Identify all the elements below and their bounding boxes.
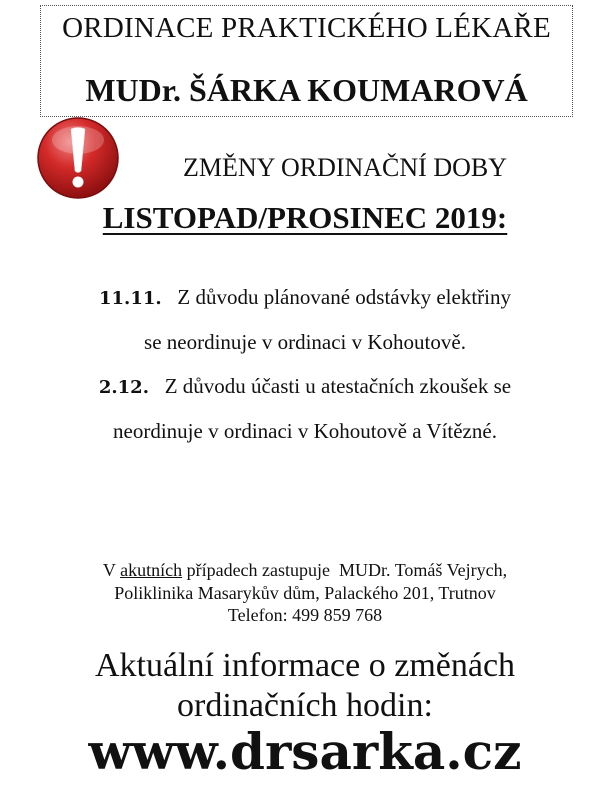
website-url[interactable]: www.drsarka.cz xyxy=(88,722,522,781)
notice-1-line-1 xyxy=(20,285,590,310)
clinic-title: ORDINACE PRAKTICKÉHO LÉKAŘE xyxy=(62,12,551,44)
info-line-1: Aktuální informace o změnách xyxy=(94,647,516,684)
period-heading xyxy=(40,200,570,236)
substitute-prefix: V xyxy=(102,560,121,580)
notice-2-line-2: neordinuje v ordinaci v Kohoutově a Vítězné. xyxy=(113,419,497,443)
exclamation-warning-icon xyxy=(36,116,120,200)
notice-1-date: 11.11. xyxy=(99,288,162,309)
notice-2-text-1: Z důvodu účasti u atestačních zkoušek se xyxy=(164,374,512,398)
substitute-line-1 xyxy=(20,559,590,581)
notice-2-date: 2.12. xyxy=(98,377,149,398)
changes-heading: ZMĚNY ORDINAČNÍ DOBY xyxy=(182,153,508,182)
substitute-phone: Telefon: 499 859 768 xyxy=(227,605,383,625)
period-text: LISTOPAD/PROSINEC 2019: xyxy=(102,200,508,235)
notice-1-text-1: Z důvodu plánované odstávky elektřiny xyxy=(177,285,511,309)
notice-2-line-1 xyxy=(20,374,590,399)
notice-1-line-2: se neordinuje v ordinaci v Kohoutově. xyxy=(144,330,466,354)
doctor-name: MUDr. ŠÁRKA KOUMAROVÁ xyxy=(85,72,528,108)
info-line-2: ordinačních hodin: xyxy=(177,687,433,724)
substitute-emphasis: akutních xyxy=(120,560,183,580)
substitute-rest: případech zastupuje MUDr. Tomáš Vejrych, xyxy=(182,560,508,580)
substitute-address: Poliklinika Masarykův dům, Palackého 201, Trutnov xyxy=(114,583,496,603)
